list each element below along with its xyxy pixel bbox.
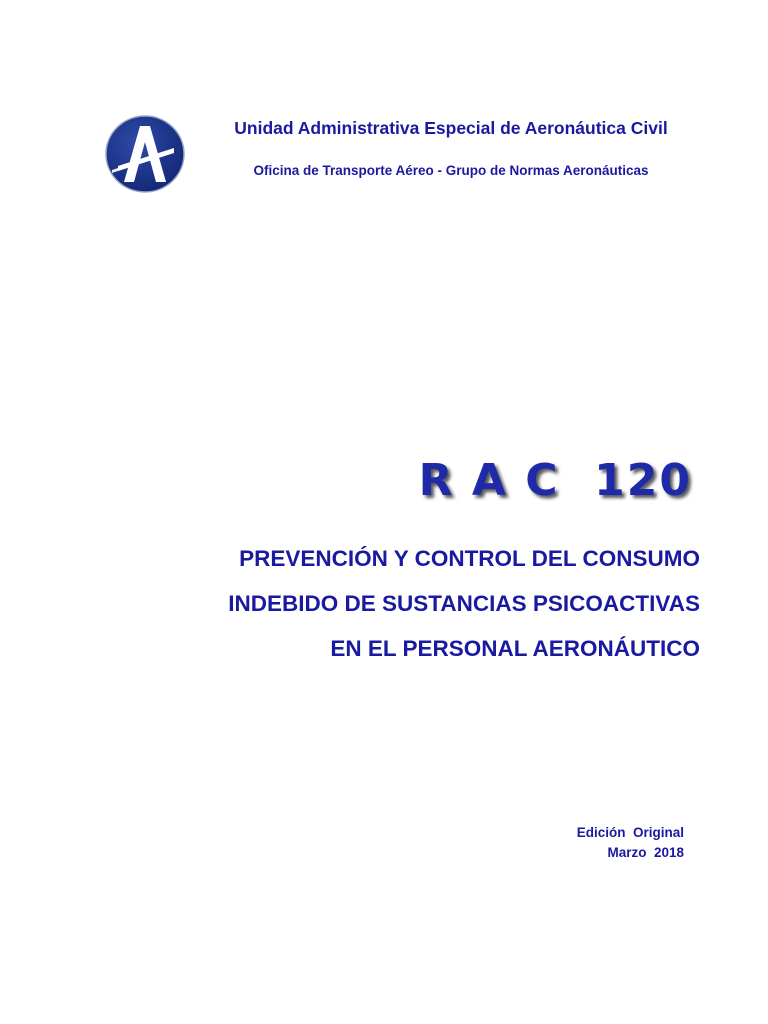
edition-label: Edición Original: [576, 825, 684, 840]
document-title-line: EN EL PERSONAL AERONÁUTICO: [330, 636, 700, 661]
aeronautica-civil-logo-icon: [104, 114, 186, 194]
document-title: [80, 536, 700, 671]
edition-date: Marzo 2018: [607, 845, 684, 860]
document-title-line: PREVENCIÓN Y CONTROL DEL CONSUMO: [239, 546, 700, 571]
office-subtitle: Oficina de Transporte Aéreo - Grupo de Normas Aeronáuticas: [253, 163, 649, 178]
document-title-line: INDEBIDO DE SUSTANCIAS PSICOACTIVAS: [228, 591, 700, 616]
edition-block: [577, 823, 684, 863]
document-code: R A C 120: [418, 455, 692, 506]
organization-title: Unidad Administrativa Especial de Aeronáutica Civil: [234, 118, 668, 138]
